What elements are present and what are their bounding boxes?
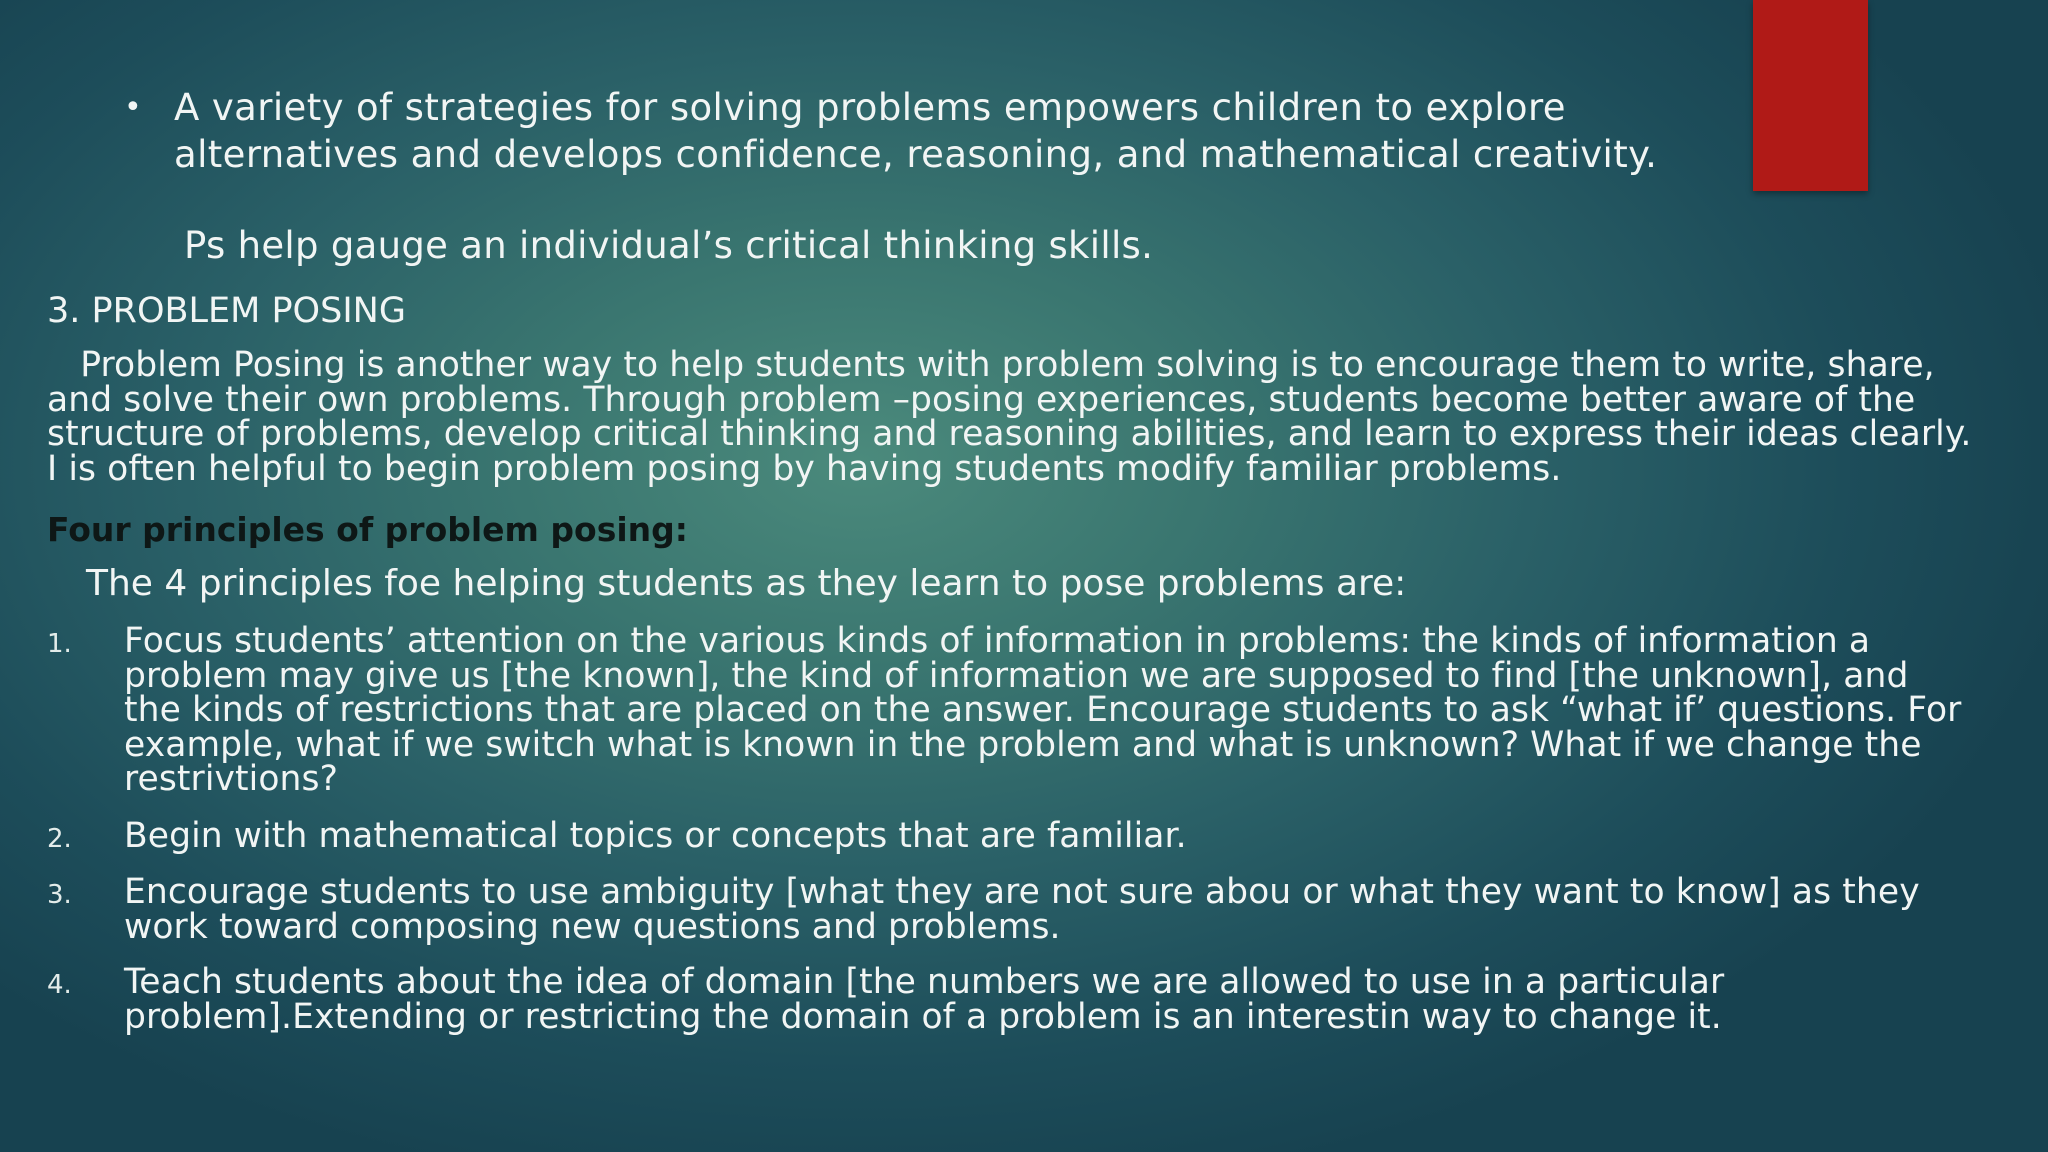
paragraph-line: structure of problems, develop critical thinking and reasoning abilities, and learn to express their ideas clearly. bbox=[47, 414, 1972, 454]
item-line: Begin with mathematical topics or concepts that are familiar. bbox=[124, 816, 1187, 856]
section-heading: 3. PROBLEM POSING bbox=[47, 291, 406, 331]
item-text bbox=[124, 872, 1920, 947]
item-number: 4. bbox=[47, 970, 72, 1000]
accent-bar bbox=[1753, 0, 1868, 191]
principles-title: Four principles of problem posing: bbox=[47, 510, 688, 549]
item-text bbox=[124, 962, 1725, 1037]
paragraph-line: Problem Posing is another way to help students with problem solving is to encourage them to write, share, bbox=[47, 345, 1935, 385]
item-number: 3. bbox=[47, 880, 72, 910]
item-text bbox=[124, 621, 1962, 799]
item-line: problem].Extending or restricting the domain of a problem is an interestin way to change it. bbox=[124, 996, 1722, 1037]
item-line: Focus students’ attention on the various kinds of information in problems: the kinds of information a bbox=[124, 621, 1871, 661]
principle-item-2 bbox=[47, 816, 2007, 857]
principle-item-1 bbox=[47, 621, 2007, 799]
principle-item-3 bbox=[47, 872, 2007, 947]
item-line: Teach students about the idea of domain [the numbers we are allowed to use in a particular bbox=[124, 962, 1725, 1002]
top-bullet-line: A variety of strategies for solving problems empowers children to explore bbox=[174, 86, 1566, 129]
paragraph-line: and solve their own problems. Through problem –posing experiences, students become better aware of the bbox=[47, 379, 1916, 420]
item-line: example, what if we switch what is known in the problem and what is unknown? What if we change the bbox=[124, 724, 1922, 765]
top-bullet-text bbox=[174, 84, 1657, 178]
item-line: the kinds of restrictions that are placed on the answer. Encourage students to ask “what if’ questions. For bbox=[124, 690, 1962, 730]
ps-statement: Ps help gauge an individual’s critical thinking skills. bbox=[184, 224, 1154, 267]
problem-posing-paragraph bbox=[47, 345, 2012, 489]
top-bullet-line: alternatives and develops confidence, reasoning, and mathematical creativity. bbox=[174, 133, 1658, 176]
item-line: restrivtions? bbox=[124, 759, 339, 799]
principle-item-4 bbox=[47, 962, 2007, 1037]
item-line: problem may give us [the known], the kind of information we are supposed to find [the unknown], and bbox=[124, 655, 1909, 696]
item-text bbox=[124, 816, 1187, 857]
item-number: 2. bbox=[47, 824, 72, 854]
bullet-dot-icon: • bbox=[124, 90, 143, 125]
principles-intro: The 4 principles foe helping students as they learn to pose problems are: bbox=[86, 563, 1407, 604]
top-bullet bbox=[124, 84, 1684, 178]
item-line: Encourage students to use ambiguity [what they are not sure abou or what they want to know] as they bbox=[124, 872, 1920, 912]
item-line: work toward composing new questions and problems. bbox=[124, 906, 1061, 947]
paragraph-line: I is often helpful to begin problem posing by having students modify familiar problems. bbox=[47, 448, 1562, 489]
item-number: 1. bbox=[47, 629, 72, 659]
